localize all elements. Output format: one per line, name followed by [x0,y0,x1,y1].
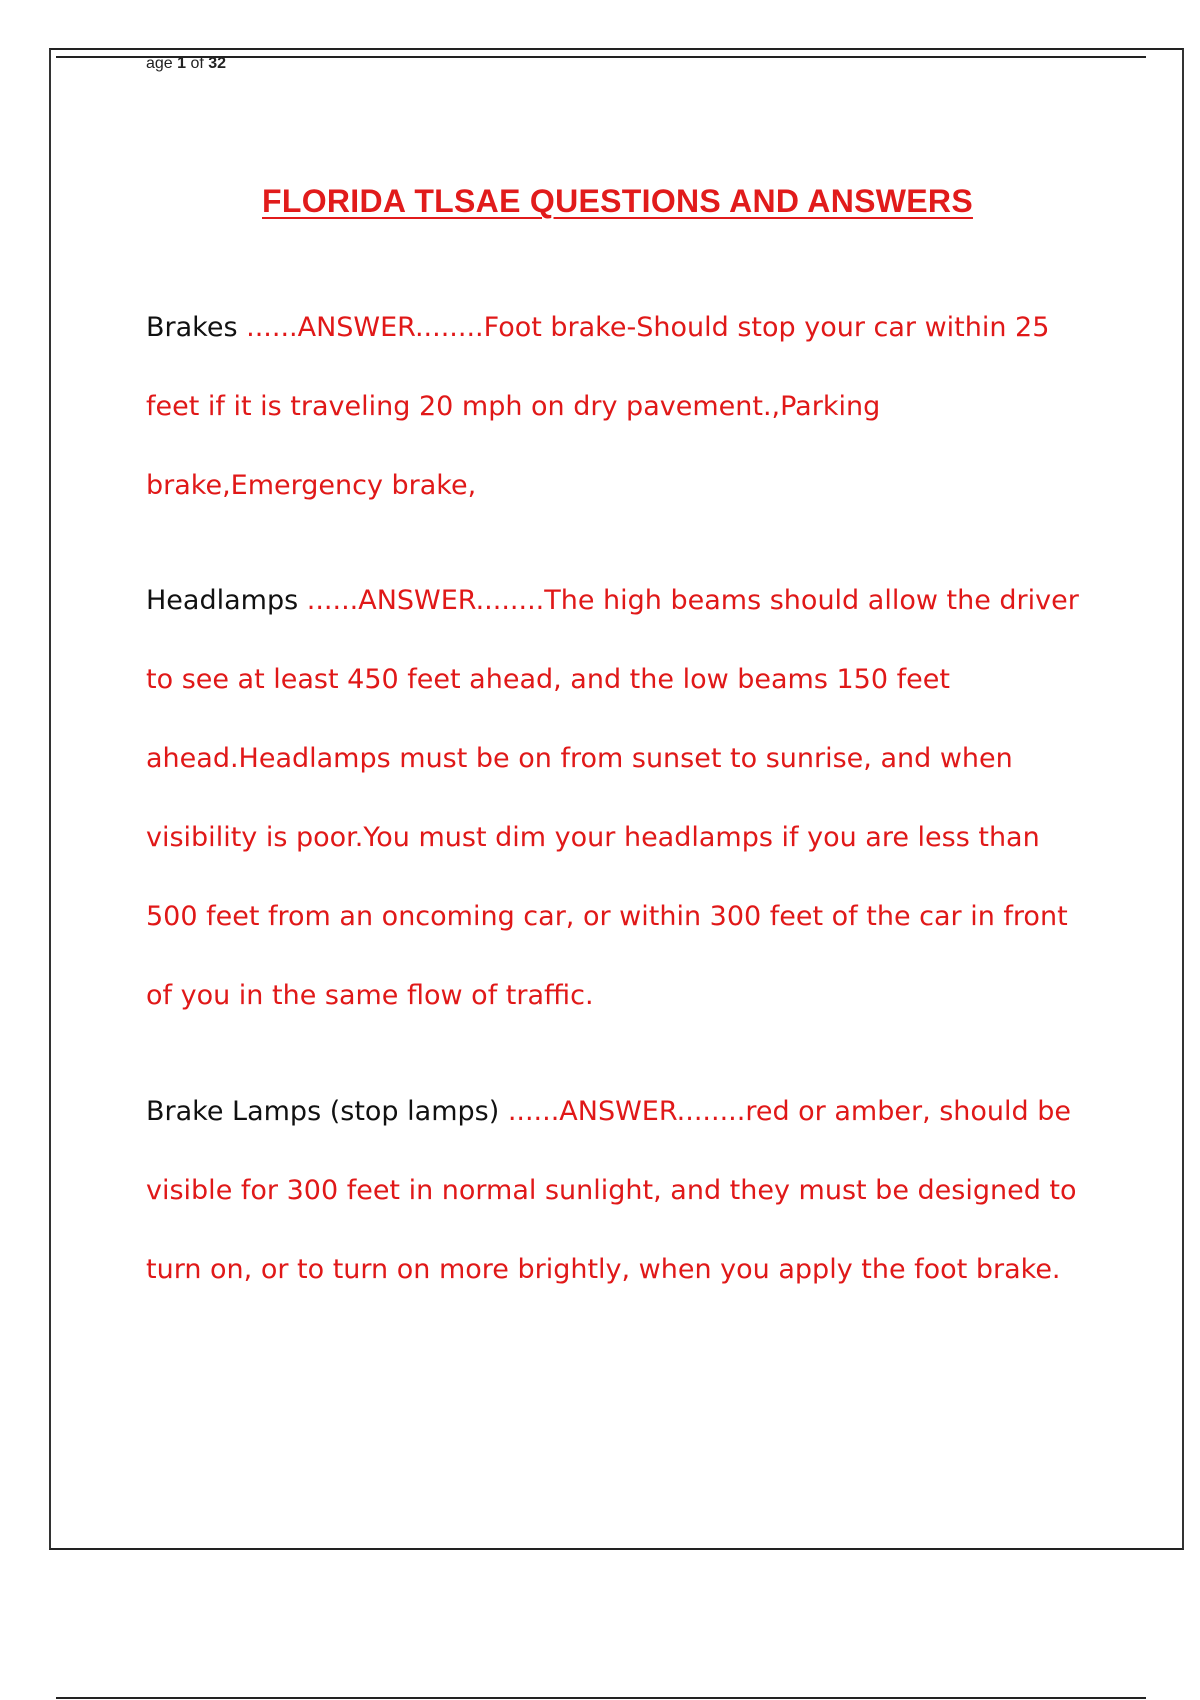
qa-answer: ......ANSWER........Foot brake-Should stop your car within 25 feet if it is traveling 20 mph on dry pavement.,Parking brake,Emergency brake, [146,312,1050,501]
page-number [146,54,226,74]
qa-term: Brakes [146,312,247,343]
qa-item-brakes [146,288,1086,525]
qa-answer: ......ANSWER........red or amber, should be visible for 300 feet in normal sunlight, and they must be designed to turn on, or to turn on more brightly, when you apply the foot brake. [146,1096,1077,1285]
qa-term: Brake Lamps (stop lamps) [146,1096,508,1127]
page-current: 1 [177,55,187,72]
bottom-rule [56,1697,1146,1699]
page-separator: of [186,55,209,72]
qa-term: Headlamps [146,585,307,616]
qa-item-brake-lamps [146,1072,1086,1309]
page-total: 32 [208,55,227,72]
document-title: FLORIDA TLSAE QUESTIONS AND ANSWERS [262,183,973,219]
page-prefix: age [146,55,178,72]
qa-item-headlamps [146,561,1086,1035]
qa-answer: ......ANSWER........The high beams should allow the driver to see at least 450 feet ahead, and the low beams 150 feet ahead.Headlamps must be on from sunset to sunrise, and when visibility is poor.You must dim your headlamps if you are less than 500 feet from an oncoming car, or within 300 feet of the car in front of you in the same flow of traffic. [146,585,1079,1011]
